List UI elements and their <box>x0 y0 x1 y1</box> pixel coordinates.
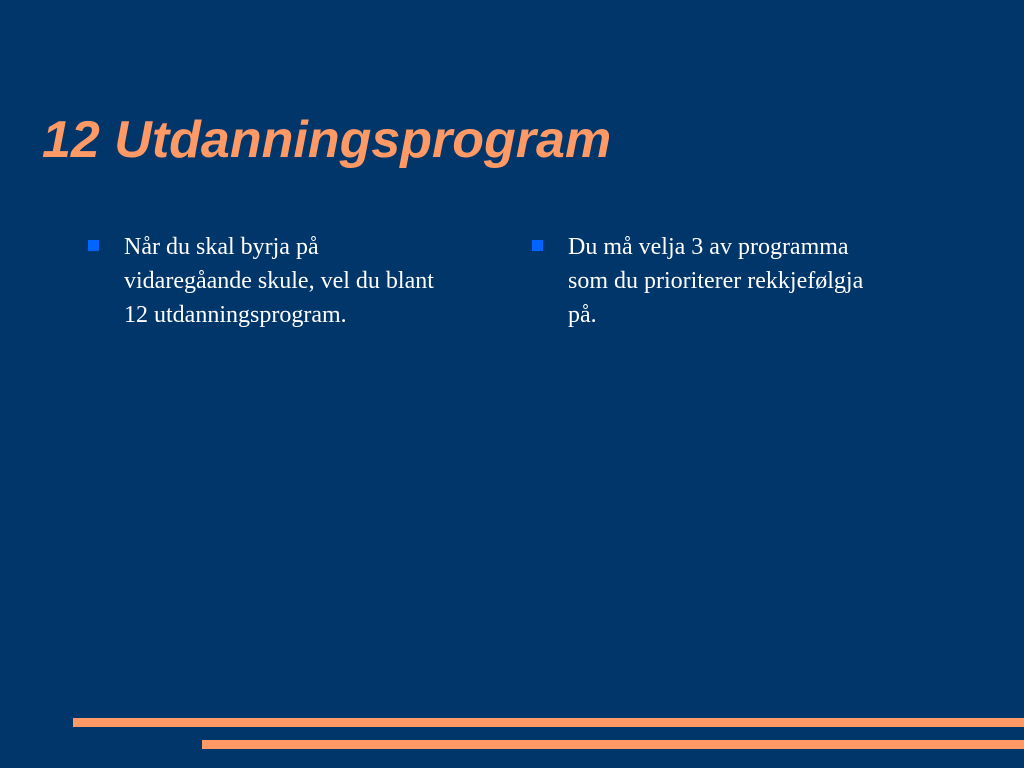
bullet-text <box>124 230 508 332</box>
bullet-line: 12 utdanningsprogram. <box>124 302 347 328</box>
bullet-line: vidaregåande skule, vel du blant <box>124 268 434 294</box>
bullet-item <box>532 230 952 332</box>
decorative-bar-top <box>73 718 1024 727</box>
right-column <box>532 230 952 332</box>
square-bullet-icon <box>532 240 543 251</box>
bullet-line: Når du skal byrja på <box>124 234 319 260</box>
bullet-line: som du prioriterer rekkjefølgja <box>568 268 864 294</box>
bullet-text <box>568 230 952 332</box>
bullet-item <box>88 230 508 332</box>
bullet-line: Du må velja 3 av programma <box>568 234 849 260</box>
decorative-bar-bottom <box>202 740 1024 749</box>
square-bullet-icon <box>88 240 99 251</box>
slide-title: 12 Utdanningsprogram <box>42 111 612 169</box>
bullet-line: på. <box>568 302 597 328</box>
left-column <box>88 230 508 332</box>
